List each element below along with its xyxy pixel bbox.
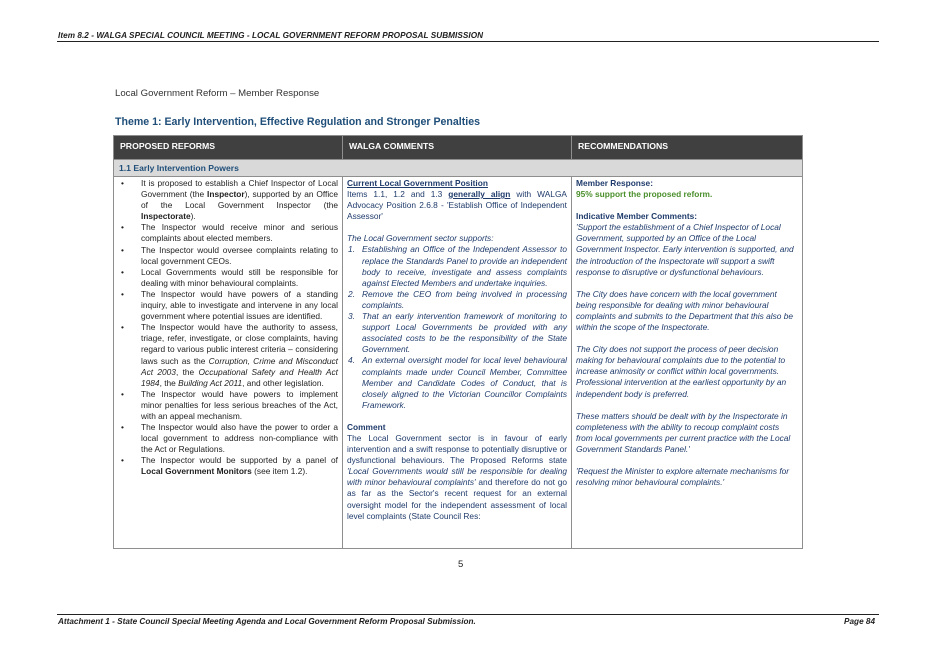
- indicative-comments-heading: Indicative Member Comments:: [576, 211, 698, 222]
- list-item: • The Inspector would have the authority to assess, triage, refer, investigate, or close complaints, having regard to various public interest criteria – considering laws such as the Corruption, Crime and Misconduct Act 2003, the Occupational Safety and Health Act 1984, the Building Act 2011, and other legislation.: [121, 322, 338, 388]
- section-title: 1.1 Early Intervention Powers: [114, 160, 803, 177]
- reform-table: [113, 135, 803, 549]
- list-item: • The Inspector would have powers of a standing inquiry, able to investigate and intervene in any local government where potential issues are identified.: [121, 288, 338, 322]
- list-item: • The Inspector would be supported by a panel of Local Government Monitors (see item 1.2).: [121, 455, 338, 477]
- column-header-recommendations: RECOMMENDATIONS: [572, 136, 803, 160]
- list-item: 3. That an early intervention framework of monitoring to support Local Governments be provided with any associated costs to be the responsibility of the State Government.: [348, 311, 567, 355]
- document-header: Item 8.2 - WALGA SPECIAL COUNCIL MEETING - LOCAL GOVERNMENT REFORM PROPOSAL SUBMISSION: [58, 31, 484, 40]
- member-response-heading: Member Response:: [576, 178, 653, 188]
- list-item: 1. Establishing an Office of the Independent Assessor to replace the Standards Panel to provide an independent body to receive, investigate and assess complaints against Elected Members and undertake inquiries.: [348, 244, 567, 288]
- list-item: • The Inspector would have powers to implement minor penalties for less serious breaches of the Act, with an appeal mechanism.: [121, 388, 338, 421]
- column-header-proposed-reforms: PROPOSED REFORMS: [114, 136, 343, 160]
- recommendations-cell: [572, 177, 803, 549]
- document-subtitle: Local Government Reform – Member Response: [115, 88, 320, 99]
- advocacy-position-text: Items 1.1, 1.2 and 1.3 generally align with WALGA Advocacy Position 2.6.8 - 'Establish Office of Independent Assessor': [347, 189, 567, 222]
- member-comment-paragraph: The City does not support the process of peer decision making for behavioural complaints due to the potential to increase animosity or conflict within local governments. Professional intervention at the earliest opportunity by an independent body is preferred.: [576, 344, 787, 399]
- support-percentage: 95% support the proposed reform.: [576, 189, 713, 200]
- column-header-walga-comments: WALGA COMMENTS: [343, 136, 572, 160]
- member-comment-paragraph: 'Support the establishment of a Chief Inspector of Local Government, supported by an Office of the Local Government Inspector. Early intervention is supported, and the introduction of the Inspectorate will support a swift response to disruptive or dysfunctional behaviours.: [576, 222, 794, 277]
- page-number: 5: [458, 559, 464, 570]
- list-item: • The Inspector would oversee complaints relating to local government CEOs.: [121, 244, 338, 266]
- member-comment-paragraph: 'Request the Minister to explore alternate mechanisms for resolving minor behavioural complaints.': [576, 465, 790, 488]
- walga-comments-cell: [343, 177, 572, 549]
- member-comment-paragraph: These matters should be dealt with by the Inspectorate in completeness with the ability to recoup complaint costs from local governments per current practice with the Local Government Standards Panel.': [576, 410, 791, 454]
- list-item: • Local Governments would still be responsible for dealing with minor behavioural complaints.: [121, 266, 338, 288]
- section-row: [114, 160, 803, 177]
- list-item: 4. An external oversight model for local level behavioural complaints made under Council Member, Committee Member and Candidate Codes of Conduct, that is closely aligned to the Victorian Councillor Complaints Framework.: [348, 355, 567, 410]
- list-item: • It is proposed to establish a Chief Inspector of Local Government (the Inspector), supported by an Office of the Local Government Inspector (the Inspectorate).: [121, 178, 338, 222]
- proposed-reforms-cell: [114, 177, 343, 549]
- list-item: • The Inspector would receive minor and serious complaints about elected members.: [121, 222, 338, 244]
- current-position-heading: Current Local Government Position: [347, 178, 488, 188]
- member-comment-paragraph: The City does have concern with the local government being responsible for dealing with minor behavioural complaints and submits to the Department that this also be within the scope of the Inspectorate.: [576, 288, 794, 333]
- sector-supports-list: [347, 244, 567, 410]
- comment-heading: Comment: [347, 421, 386, 432]
- table-row: [114, 177, 803, 549]
- table-header-row: [114, 136, 803, 160]
- list-item: 2. Remove the CEO from being involved in processing complaints.: [348, 288, 567, 310]
- comment-text: The Local Government sector is in favour of early intervention and a swift response to potentially disruptive or dysfunctional behaviours. The Proposed Reforms state 'Local Governments would still be responsible for dealing with minor behavioural complaints' and therefore do not go as far as the Sector's recent request for an external oversight model for the independent assessment of local level complaints (State Council Res:: [347, 432, 567, 521]
- list-item: • The Inspector would also have the power to order a local government to address non-compliance with the Act or Regulations.: [121, 422, 338, 455]
- reform-bullet-list: [118, 178, 338, 478]
- sector-supports-intro: The Local Government sector supports:: [347, 233, 494, 244]
- footer-rule: [57, 614, 879, 615]
- footer-page-number: Page 84: [844, 617, 875, 626]
- theme-title: Theme 1: Early Intervention, Effective Regulation and Stronger Penalties: [115, 116, 480, 128]
- document-footer: Attachment 1 - State Council Special Meeting Agenda and Local Government Reform Proposal Submission.: [58, 617, 476, 626]
- header-rule: [57, 41, 879, 42]
